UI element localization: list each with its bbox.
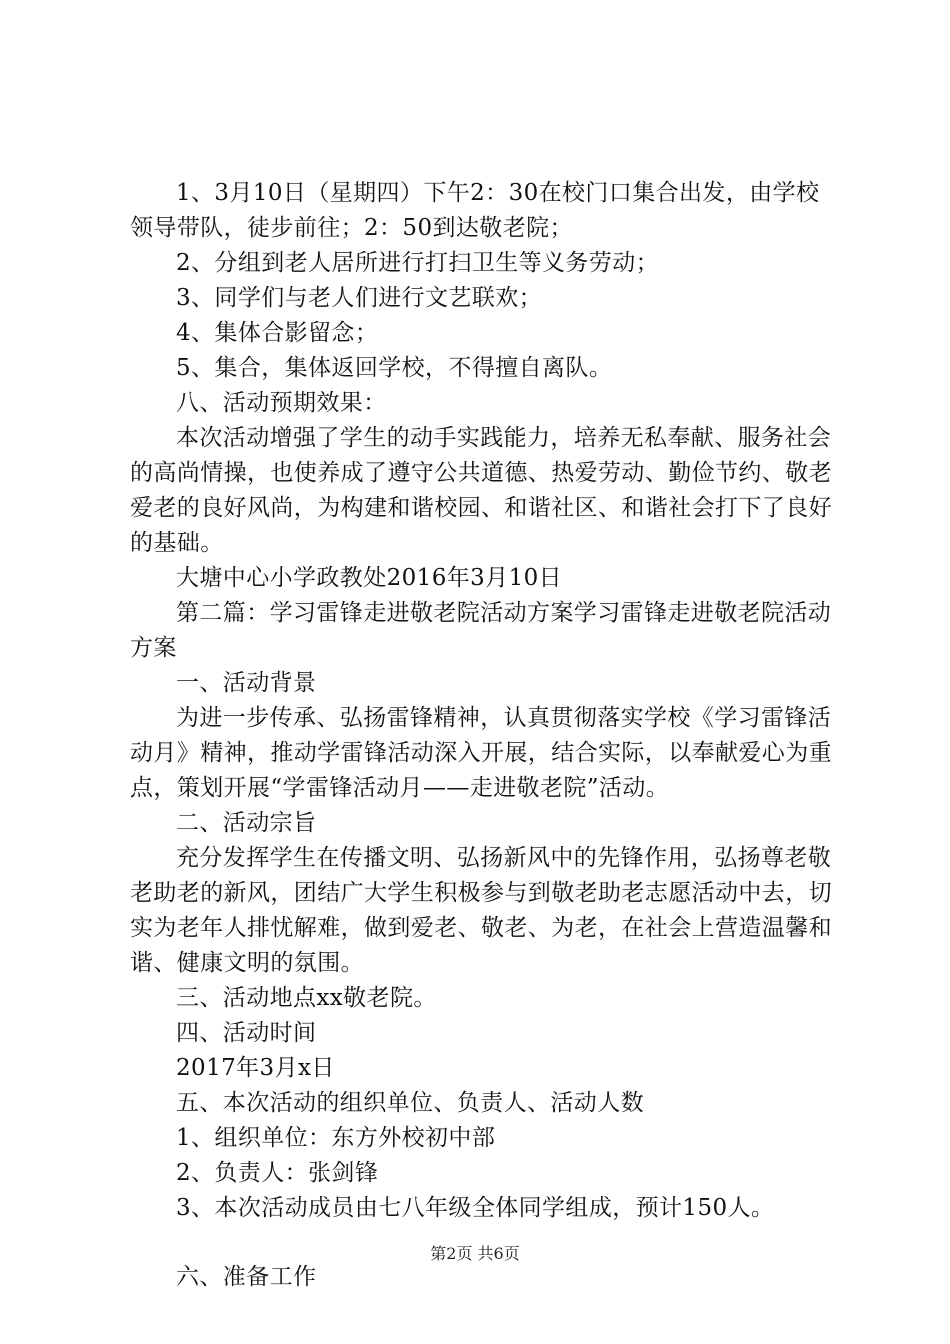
paragraph-step-3: 3、同学们与老人们进行文艺联欢； xyxy=(176,285,543,311)
section-heading-location: 三、活动地点xx敬老院。 xyxy=(176,985,437,1011)
chapter-title: 第二篇：学习雷锋走进敬老院活动方案学习雷锋走进敬老院活动方案 xyxy=(130,600,832,661)
section-heading-organization: 五、本次活动的组织单位、负责人、活动人数 xyxy=(176,1090,644,1116)
document-body xyxy=(130,176,832,1295)
section-heading-purpose: 二、活动宗旨 xyxy=(176,810,317,836)
paragraph-background: 为进一步传承、弘扬雷锋精神，认真贯彻落实学校《学习雷锋活动月》精神，推动学雷锋活动深入开展，结合实际，以奉献爱心为重点，策划开展“学雷锋活动月——走进敬老院”活动。 xyxy=(130,705,832,801)
paragraph-step-2: 2、分组到老人居所进行打扫卫生等义务劳动； xyxy=(176,250,660,276)
section-heading-preparation: 六、准备工作 xyxy=(176,1264,317,1290)
paragraph-step-5: 5、集合，集体返回学校，不得擅自离队。 xyxy=(176,355,613,381)
section-heading-background: 一、活动背景 xyxy=(176,670,317,696)
section-heading-expected-effects: 八、活动预期效果： xyxy=(176,390,387,416)
paragraph-time: 2017年3月x日 xyxy=(176,1055,335,1081)
page-number-footer: 第2页 共6页 xyxy=(430,1244,520,1263)
paragraph-organizer: 1、组织单位：东方外校初中部 xyxy=(176,1125,496,1151)
paragraph-purpose: 充分发挥学生在传播文明、弘扬新风中的先锋作用，弘扬尊老敬老助老的新风，团结广大学生积极参与到敬老助老志愿活动中去，切实为老年人排忧解难，做到爱老、敬老、为老，在社会上营造温馨和谐、健康文明的氛围。 xyxy=(130,845,832,976)
paragraph-step-1: 1、3月10日（星期四）下午2：30在校门口集合出发，由学校领导带队，徒步前往；2：50到达敬老院； xyxy=(130,180,820,241)
paragraph-leader: 2、负责人：张剑锋 xyxy=(176,1160,379,1186)
paragraph-step-4: 4、集体合影留念； xyxy=(176,320,379,346)
signature-line: 大塘中心小学政教处2016年3月10日 xyxy=(176,565,563,591)
paragraph-participants: 3、本次活动成员由七八年级全体同学组成，预计150人。 xyxy=(176,1195,775,1221)
section-heading-time: 四、活动时间 xyxy=(176,1020,317,1046)
paragraph-expected-effects: 本次活动增强了学生的动手实践能力，培养无私奉献、服务社会的高尚情操，也使养成了遵守公共道德、热爱劳动、勤俭节约、敬老爱老的良好风尚，为构建和谐校园、和谐社区、和谐社会打下了良好的基础。 xyxy=(130,425,832,556)
